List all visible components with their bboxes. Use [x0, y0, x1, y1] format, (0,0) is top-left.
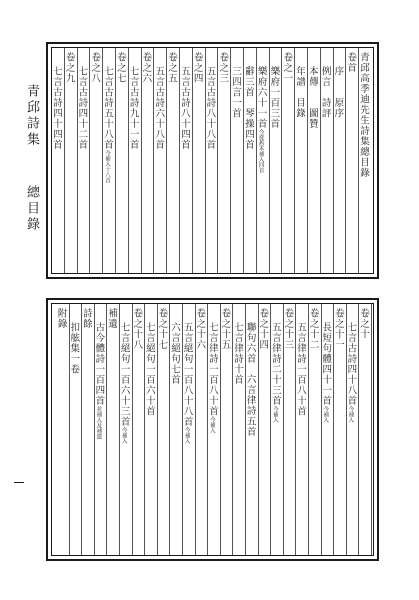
toc-entry-text: 例言 詩評: [319, 66, 331, 119]
column-rule: [115, 48, 116, 273]
toc-entry-text: 五言古詩六十八首: [153, 66, 165, 150]
toc-entry: [156, 308, 167, 350]
column-rule: [294, 48, 295, 273]
column-rule: [207, 304, 208, 555]
toc-entry: [281, 52, 292, 84]
lower-panel: [46, 298, 379, 561]
toc-entry-text: 七言古詩四十八首: [345, 322, 357, 406]
toc-entry: [93, 322, 104, 439]
toc-entry-note: 今補入: [347, 406, 354, 423]
toc-entry: [320, 322, 331, 423]
toc-entry-text: 七言古詩四十四首: [50, 66, 62, 150]
book-subtitle-side: 總目錄: [24, 185, 39, 233]
toc-entry-note: 並補入及補遺: [95, 406, 102, 439]
book-title-side: 青邱詩集: [24, 84, 39, 148]
toc-entry: [166, 52, 177, 84]
toc-entry-text: 卷之十八: [131, 308, 143, 350]
toc-entry: [358, 308, 369, 340]
toc-entry: [128, 66, 139, 150]
toc-entry-text: 卷之十二: [307, 308, 319, 350]
toc-entry: [76, 66, 87, 150]
column-rule: [346, 304, 347, 555]
toc-entry: [192, 52, 203, 84]
toc-entry: [204, 66, 215, 150]
toc-entry: [207, 322, 218, 433]
column-rule: [358, 48, 359, 273]
toc-entry-text: 樂府一百三首: [268, 66, 280, 129]
column-rule: [179, 48, 180, 273]
toc-entry-text: 七言律詩十首: [232, 322, 243, 385]
toc-entry-text: 七言古詩五十八首: [102, 66, 113, 150]
toc-entry-text: 五言律詩二十三首: [269, 322, 281, 406]
toc-entry-text: 卷之六: [140, 52, 152, 84]
toc-entry: [119, 322, 130, 444]
toc-entry-text: 卷之十六: [194, 308, 206, 350]
toc-entry-text: 詩餘: [80, 308, 92, 329]
column-rule: [77, 48, 78, 273]
toc-entry-note: 今補入十八首: [104, 150, 110, 183]
toc-entry: [68, 322, 79, 375]
toc-entry-text: 聯句六首: [244, 322, 256, 364]
column-rule: [258, 304, 259, 555]
toc-entry-text: 長短句體四十一首: [320, 322, 332, 406]
toc-entry-text: 七言律詩一百八十首: [206, 322, 218, 417]
column-rule: [89, 48, 90, 273]
column-rule: [333, 304, 334, 555]
toc-entry-text: 六言絕句七首: [169, 322, 180, 385]
column-rule: [182, 304, 183, 555]
toc-entry-text: 七言古詩四十二首: [76, 66, 88, 150]
column-rule: [169, 304, 170, 555]
toc-entry: [115, 52, 126, 84]
column-rule: [243, 48, 244, 273]
toc-entry-text: 古今體詩一百四首: [93, 322, 105, 406]
toc-entry-text: 五言律詩一百八十首: [295, 322, 306, 417]
toc-entry: [345, 322, 356, 423]
column-rule: [283, 304, 284, 555]
column-rule: [320, 48, 321, 273]
column-rule: [64, 48, 65, 273]
column-rule: [157, 304, 158, 555]
toc-entry-text: 三四言一首: [230, 66, 241, 119]
toc-entry-note: 今補入: [183, 427, 190, 444]
toc-entry-note: 今補入: [271, 406, 278, 423]
toc-entry: [81, 308, 92, 329]
column-rule: [166, 48, 167, 273]
toc-entry: [295, 322, 306, 417]
toc-entry-text: 卷之四: [191, 52, 203, 84]
toc-entry-text: 樂府六十一首: [255, 66, 267, 129]
toc-entry-text: 七言絕句一百六十首: [143, 322, 155, 417]
column-rule: [230, 48, 231, 273]
toc-entry: [131, 308, 142, 350]
toc-entry: [307, 66, 318, 129]
toc-entry-text: 扣舷集一卷: [68, 322, 80, 375]
column-rule: [333, 48, 334, 273]
column-rule: [119, 304, 120, 555]
column-rule: [69, 304, 70, 555]
upper-panel-inner: [51, 47, 374, 274]
toc-entry-text: 卷之十七: [156, 308, 168, 350]
column-rule: [205, 48, 206, 273]
toc-entry: [308, 308, 319, 350]
column-rule: [358, 304, 359, 555]
toc-entry: [51, 66, 62, 150]
toc-entry-note: 今補入: [208, 416, 215, 433]
toc-title: 青邱高季迪先生詩集總目錄: [358, 52, 369, 178]
toc-entry-text: 卷之十一: [332, 308, 344, 350]
column-rule: [245, 304, 246, 555]
toc-entry-text: 卷之一: [281, 52, 293, 84]
toc-entry: [256, 66, 267, 173]
column-rule: [106, 304, 107, 555]
toc-entry-text: 卷首: [345, 52, 357, 73]
column-rule: [195, 304, 196, 555]
toc-entry: [268, 66, 279, 129]
toc-entry: [179, 66, 190, 150]
toc-entry: [345, 52, 356, 73]
toc-entry-text: 卷之八: [89, 52, 101, 84]
toc-entry-note: 今補入: [322, 406, 329, 423]
toc-entry-text: 補遺: [106, 308, 117, 329]
column-rule: [81, 304, 82, 555]
toc-entry-text: 七言古詩九十一首: [127, 66, 139, 150]
toc-entry: [182, 322, 193, 444]
toc-entry: [294, 66, 305, 119]
toc-entry: [64, 52, 75, 84]
column-rule: [321, 304, 322, 555]
toc-entry: [282, 308, 293, 350]
column-rule: [220, 304, 221, 555]
toc-entry: [332, 66, 343, 119]
toc-entry-text: 卷之三: [217, 52, 229, 84]
toc-entry-text: 卷之十四: [257, 308, 269, 350]
toc-entry-text: 五言絕句一百八十八首: [181, 322, 193, 427]
toc-entry: [270, 322, 281, 423]
toc-entry-text: 七言絕句一百六十三首: [118, 322, 130, 427]
column-rule: [345, 48, 346, 273]
column-rule: [269, 48, 270, 273]
toc-entry-text: 卷之十五: [219, 308, 231, 350]
toc-entry: [232, 322, 243, 385]
toc-entry-text: 序 原序: [332, 66, 344, 119]
toc-entry-text: 本傳 圖贊: [306, 66, 318, 129]
toc-entry-text: 卷之七: [114, 52, 126, 84]
toc-entry-text: 五言古詩八十四首: [178, 66, 190, 150]
toc-entry-text: 附錄: [55, 308, 67, 329]
toc-entry: [257, 308, 268, 350]
toc-entry: [333, 308, 344, 350]
toc-entry-text: 卷之十三: [282, 308, 294, 350]
toc-entry: [245, 322, 256, 437]
toc-entry: [153, 66, 164, 150]
toc-entry-note: 今補入: [120, 427, 127, 444]
column-rule: [307, 48, 308, 273]
column-rule: [308, 304, 309, 555]
toc-entry-note: 今從舊本補入四首: [257, 129, 264, 173]
toc-entry: [219, 308, 230, 350]
toc-entry: [144, 322, 155, 417]
toc-entry-text: 辭三首: [242, 66, 254, 98]
lower-panel-inner: [51, 303, 374, 556]
toc-entry: [230, 66, 241, 119]
toc-entry: [243, 66, 254, 150]
toc-entry-extra: 六言律詩五首: [244, 374, 256, 437]
toc-entry: [320, 66, 331, 119]
toc-entry-text: 五言古詩八十八首: [204, 66, 216, 150]
column-rule: [144, 304, 145, 555]
column-rule: [94, 304, 95, 555]
toc-entry: [102, 66, 113, 183]
column-rule: [217, 48, 218, 273]
toc-entry: [194, 308, 205, 350]
page-mark: [14, 482, 24, 483]
toc-entry-extra: 琴操四首: [242, 107, 254, 150]
toc-entry-text: 卷之十: [358, 308, 369, 340]
toc-entry-text: 年譜 目錄: [294, 66, 305, 119]
column-rule: [270, 304, 271, 555]
toc-entry: [106, 308, 117, 329]
column-rule: [128, 48, 129, 273]
toc-entry: [217, 52, 228, 84]
column-rule: [256, 48, 257, 273]
column-rule: [371, 304, 372, 555]
column-rule: [295, 304, 296, 555]
column-rule: [141, 48, 142, 273]
toc-entry-text: 卷之五: [166, 52, 177, 84]
toc-entry: [89, 52, 100, 84]
toc-entry: [56, 308, 67, 329]
toc-entry-text: 卷之九: [63, 52, 75, 84]
column-rule: [192, 48, 193, 273]
column-rule: [102, 48, 103, 273]
column-rule: [232, 304, 233, 555]
column-rule: [132, 304, 133, 555]
toc-entry: [169, 322, 180, 385]
toc-entry: [140, 52, 151, 84]
upper-panel: [46, 42, 379, 279]
column-rule: [281, 48, 282, 273]
column-rule: [153, 48, 154, 273]
